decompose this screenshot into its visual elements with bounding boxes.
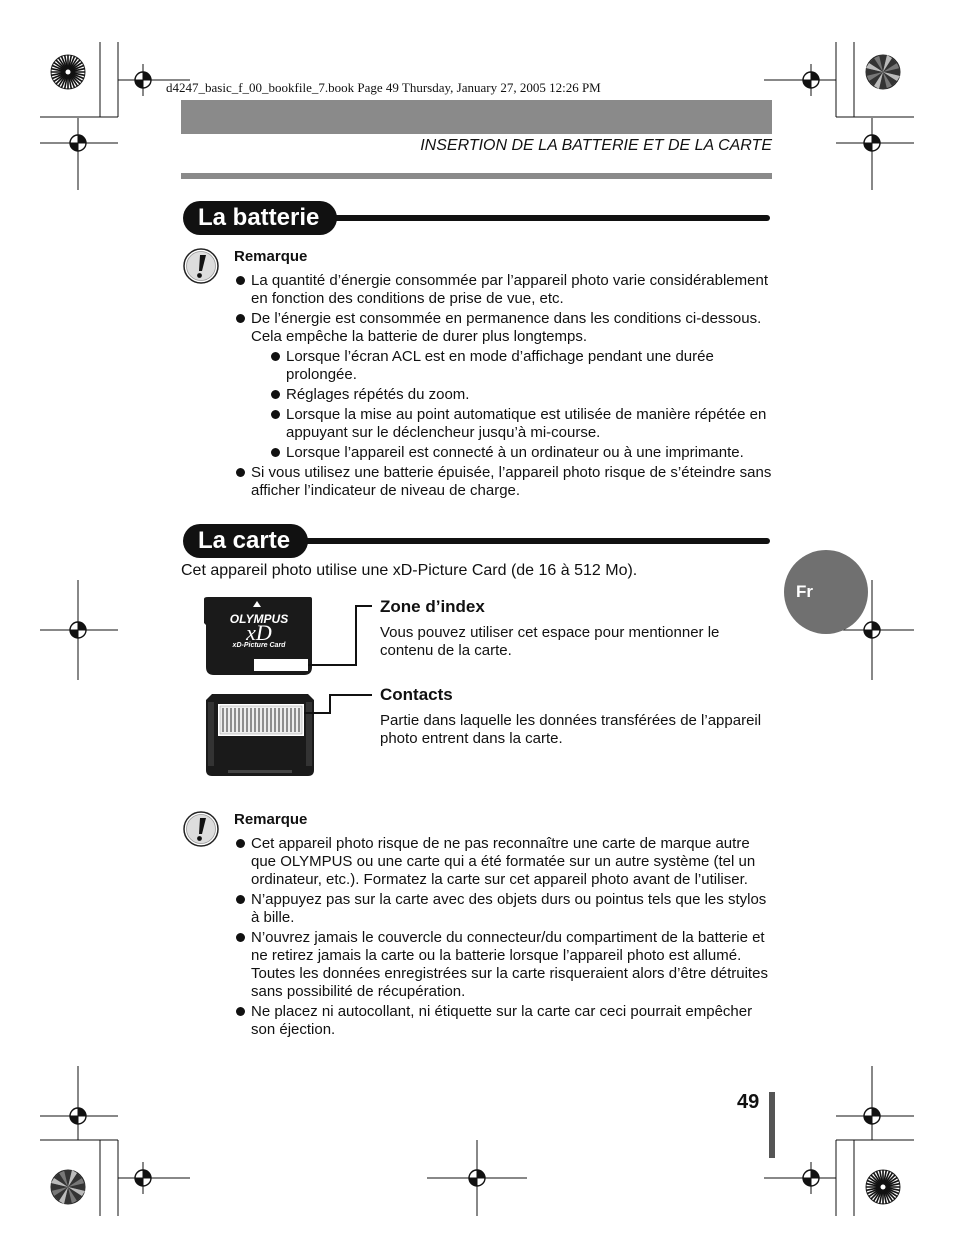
language-tab-label: Fr [796,582,813,601]
battery-note-list [234,272,774,502]
exclamation-icon [183,811,219,847]
index-zone-title: Zone d’index [380,597,485,616]
contacts-title: Contacts [380,685,453,704]
list-item: Lorsque l’appareil est connecté à un ordinateur ou à une imprimante. [269,444,774,462]
contacts-text: Partie dans laquelle les données transférées de l’appareil photo entrent dans la carte. [380,712,762,747]
index-zone-text: Vous pouvez utiliser cet espace pour mentionner le contenu de la carte. [380,624,720,659]
card-intro: Cet appareil photo utilise une xD-Picture Card (de 16 à 512 Mo). [181,562,638,579]
card-name: xD-Picture Card [232,642,286,649]
heading-rule [283,538,770,544]
heading-rule [283,215,770,221]
card-heading-label: La carte [183,524,308,558]
callout-leader-lines [300,600,380,720]
battery-note-label: Remarque [234,248,308,265]
battery-heading-label: La batterie [183,201,337,235]
list-item: Réglages répétés du zoom. [269,386,774,404]
header-bar [181,100,772,134]
header-rule [181,173,772,179]
list-item: Ne placez ni autocollant, ni étiquette sur la carte car ceci pourrait empêcher son éjection. [234,1003,774,1039]
list-item: Lorsque la mise au point automatique est utilisée de manière répétée en appuyant sur le déclencheur jusqu’à mi-course. [269,406,774,442]
list-item: Cet appareil photo risque de ne pas reconnaître une carte de marque autre que OLYMPUS ou une carte qui a été formatée sur un autre système (tel un ordinateur, etc.). Formatez la carte sur cet appareil photo avant de l’utiliser. [234,835,774,889]
list-item: De l’énergie est consommée en permanence dans les conditions ci-dessous. Cela empêche la batterie de durer plus longtemps. [234,310,774,346]
card-heading [183,524,770,558]
card-note-list [234,835,774,1041]
list-item: N’ouvrez jamais le couvercle du connecteur/du compartiment de la batterie et ne retirez jamais la carte ou la batterie lorsque l’appareil photo est allumé. Toutes les données enregistrées sur la carte risqueraient alors d’être détruites sans possibilité de récupération. [234,929,774,1001]
list-item: Lorsque l’écran ACL est en mode d’affichage pendant une durée prolongée. [269,348,774,384]
list-item: Si vous utilisez une batterie épuisée, l’appareil photo risque de s’éteindre sans afficher l’indicateur de niveau de charge. [234,464,774,500]
section-title: INSERTION DE LA BATTERIE ET DE LA CARTE [420,137,772,154]
exclamation-icon [183,248,219,284]
page-number: 49 [737,1091,760,1113]
card-note-label: Remarque [234,811,308,828]
print-slug: d4247_basic_f_00_bookfile_7.book Page 49 Thursday, January 27, 2005 12:26 PM [166,80,601,95]
page-number-bar [769,1092,775,1158]
list-item: La quantité d’énergie consommée par l’appareil photo varie considérablement en fonction des conditions de prise de vue, etc. [234,272,774,308]
card-xd-logo: xD [246,620,272,645]
battery-heading [183,201,770,235]
card-logo: OLYMPUS [229,612,289,626]
list-item: N’appuyez pas sur la carte avec des objets durs ou pointus tels que les stylos à bille. [234,891,774,927]
